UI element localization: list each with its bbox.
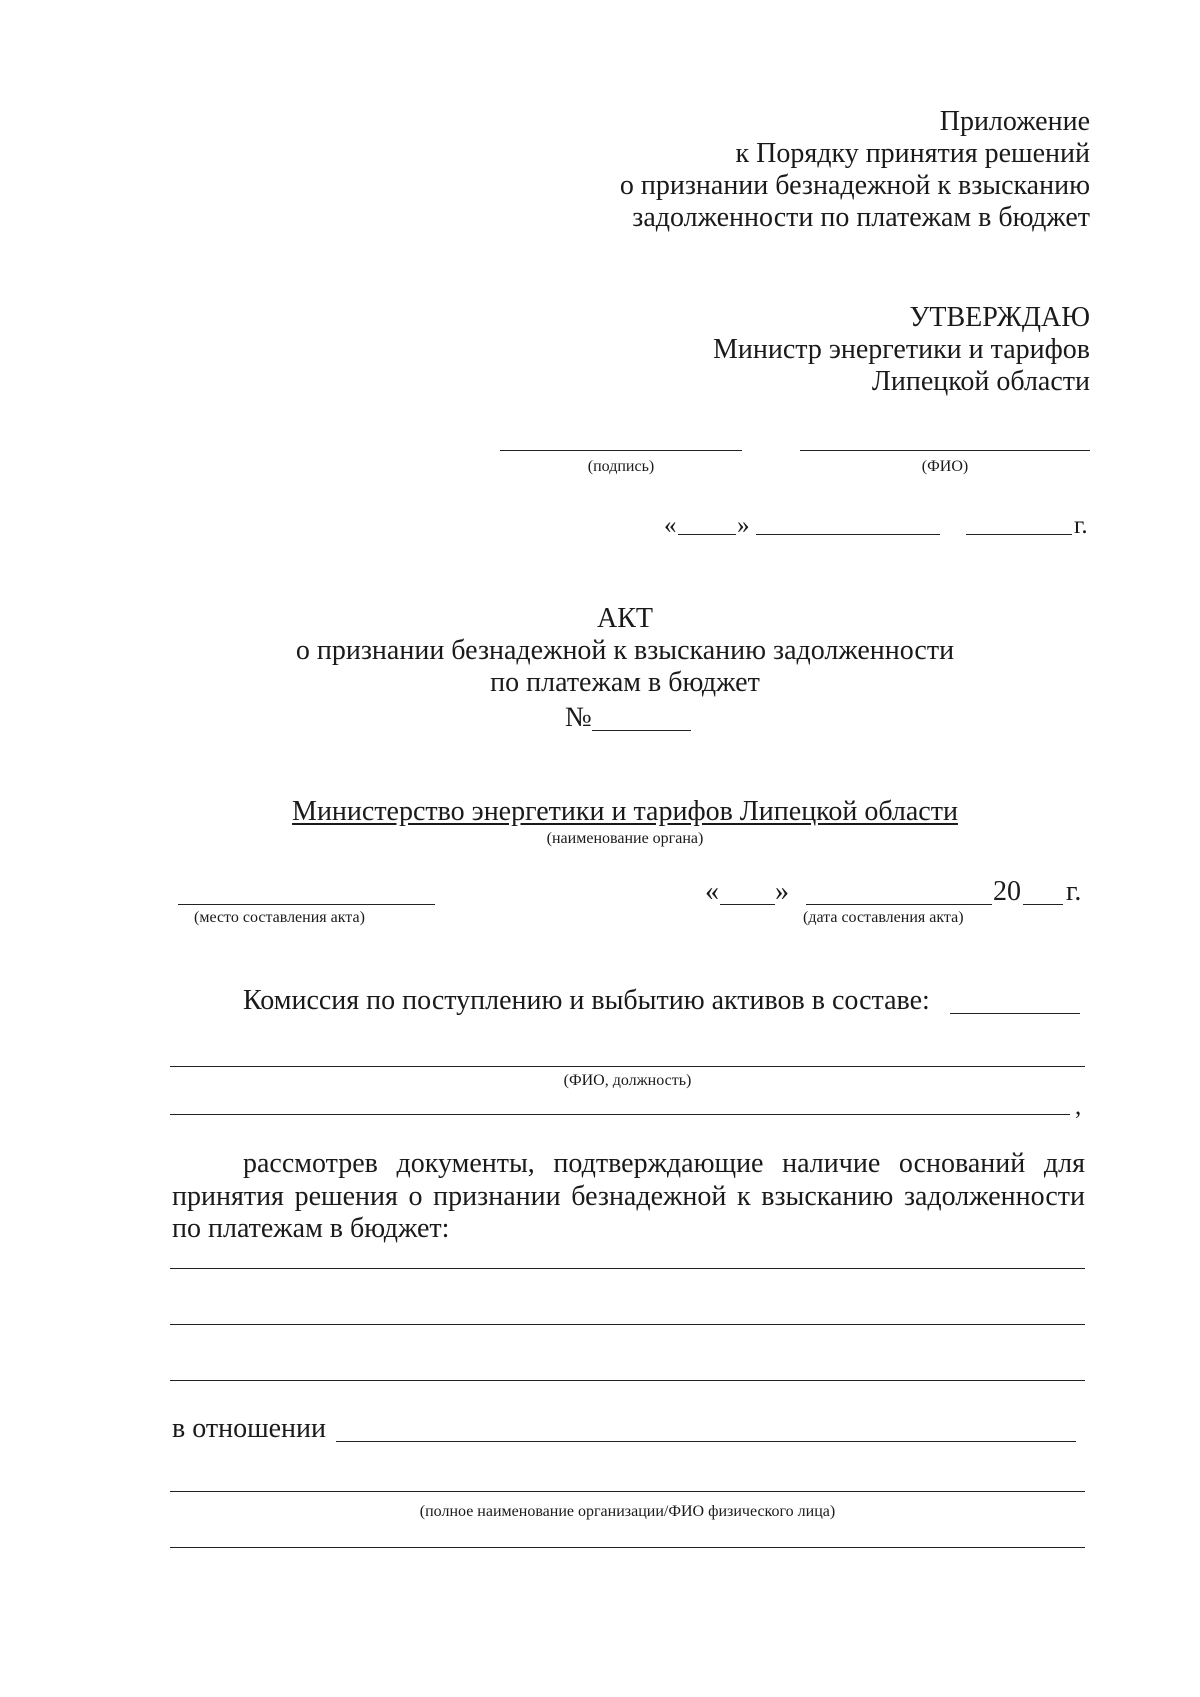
act-title-block xyxy=(150,603,1100,699)
act-number-field[interactable] xyxy=(592,730,691,731)
organ-caption: (наименование органа) xyxy=(546,830,704,847)
regarding-label: в отношении xyxy=(172,1413,327,1444)
act-date-open-quote: « xyxy=(705,876,719,907)
act-date-close-quote: » xyxy=(775,876,789,907)
approval-day-field[interactable] xyxy=(678,534,736,535)
documents-line[interactable] xyxy=(170,1324,1085,1325)
act-subtitle: по платежам в бюджет xyxy=(490,667,760,698)
appendix-block xyxy=(500,106,1090,234)
act-century: 20 xyxy=(993,876,1021,907)
commission-members-caption: (ФИО, должность) xyxy=(563,1072,692,1089)
act-number-sign: № xyxy=(565,702,592,733)
approval-block xyxy=(600,302,1090,398)
signature-caption: (подпись) xyxy=(587,458,655,475)
review-line: принятия решения о признании безнадежной к взысканию задолженности xyxy=(172,1181,1085,1212)
regarding-caption: (полное наименование организации/ФИО физического лица) xyxy=(419,1503,836,1520)
regarding-line[interactable] xyxy=(170,1547,1085,1548)
fio-caption: (ФИО) xyxy=(921,458,969,475)
appendix-title: Приложение xyxy=(939,106,1090,137)
documents-line[interactable] xyxy=(170,1380,1085,1381)
approval-region: Липецкой области xyxy=(871,366,1090,397)
approval-month-field[interactable] xyxy=(756,534,940,535)
appendix-line: к Порядку принятия решений xyxy=(735,138,1090,169)
commission-text: Комиссия по поступлению и выбытию активов в составе: xyxy=(243,985,930,1016)
approval-date-close-quote: » xyxy=(737,512,750,539)
commission-comma: , xyxy=(1075,1093,1082,1120)
approval-year-suffix: г. xyxy=(1074,512,1088,539)
date-caption: (дата составления акта) xyxy=(803,909,964,926)
review-line: рассмотрев документы, подтверждающие наличие оснований для xyxy=(243,1148,1085,1179)
place-field[interactable] xyxy=(178,904,435,905)
approval-year-field[interactable] xyxy=(966,534,1072,535)
approval-date-open-quote: « xyxy=(664,512,677,539)
signature-line[interactable] xyxy=(500,450,742,451)
approval-position: Министр энергетики и тарифов xyxy=(713,334,1090,365)
regarding-field[interactable] xyxy=(336,1441,1076,1442)
documents-line[interactable] xyxy=(170,1268,1085,1269)
fio-line[interactable] xyxy=(800,450,1090,451)
appendix-line: задолженности по платежам в бюджет xyxy=(632,202,1090,233)
review-line: по платежам в бюджет: xyxy=(172,1213,450,1244)
commission-field[interactable] xyxy=(950,1013,1080,1014)
place-caption: (место составления акта) xyxy=(194,909,365,926)
act-day-field[interactable] xyxy=(720,904,775,905)
commission-members-line[interactable] xyxy=(170,1114,1070,1115)
appendix-line: о признании безнадежной к взысканию xyxy=(619,170,1090,201)
organ-name: Министерство энергетики и тарифов Липецкой области xyxy=(292,796,958,827)
approval-heading: УТВЕРЖДАЮ xyxy=(909,302,1090,333)
act-year-suffix: г. xyxy=(1066,876,1082,907)
act-month-field[interactable] xyxy=(806,904,992,905)
act-subtitle: о признании безнадежной к взысканию задолженности xyxy=(295,635,955,666)
act-title: АКТ xyxy=(597,603,653,634)
act-year-field[interactable] xyxy=(1023,904,1063,905)
commission-members-line[interactable] xyxy=(170,1066,1085,1067)
regarding-line[interactable] xyxy=(170,1491,1085,1492)
